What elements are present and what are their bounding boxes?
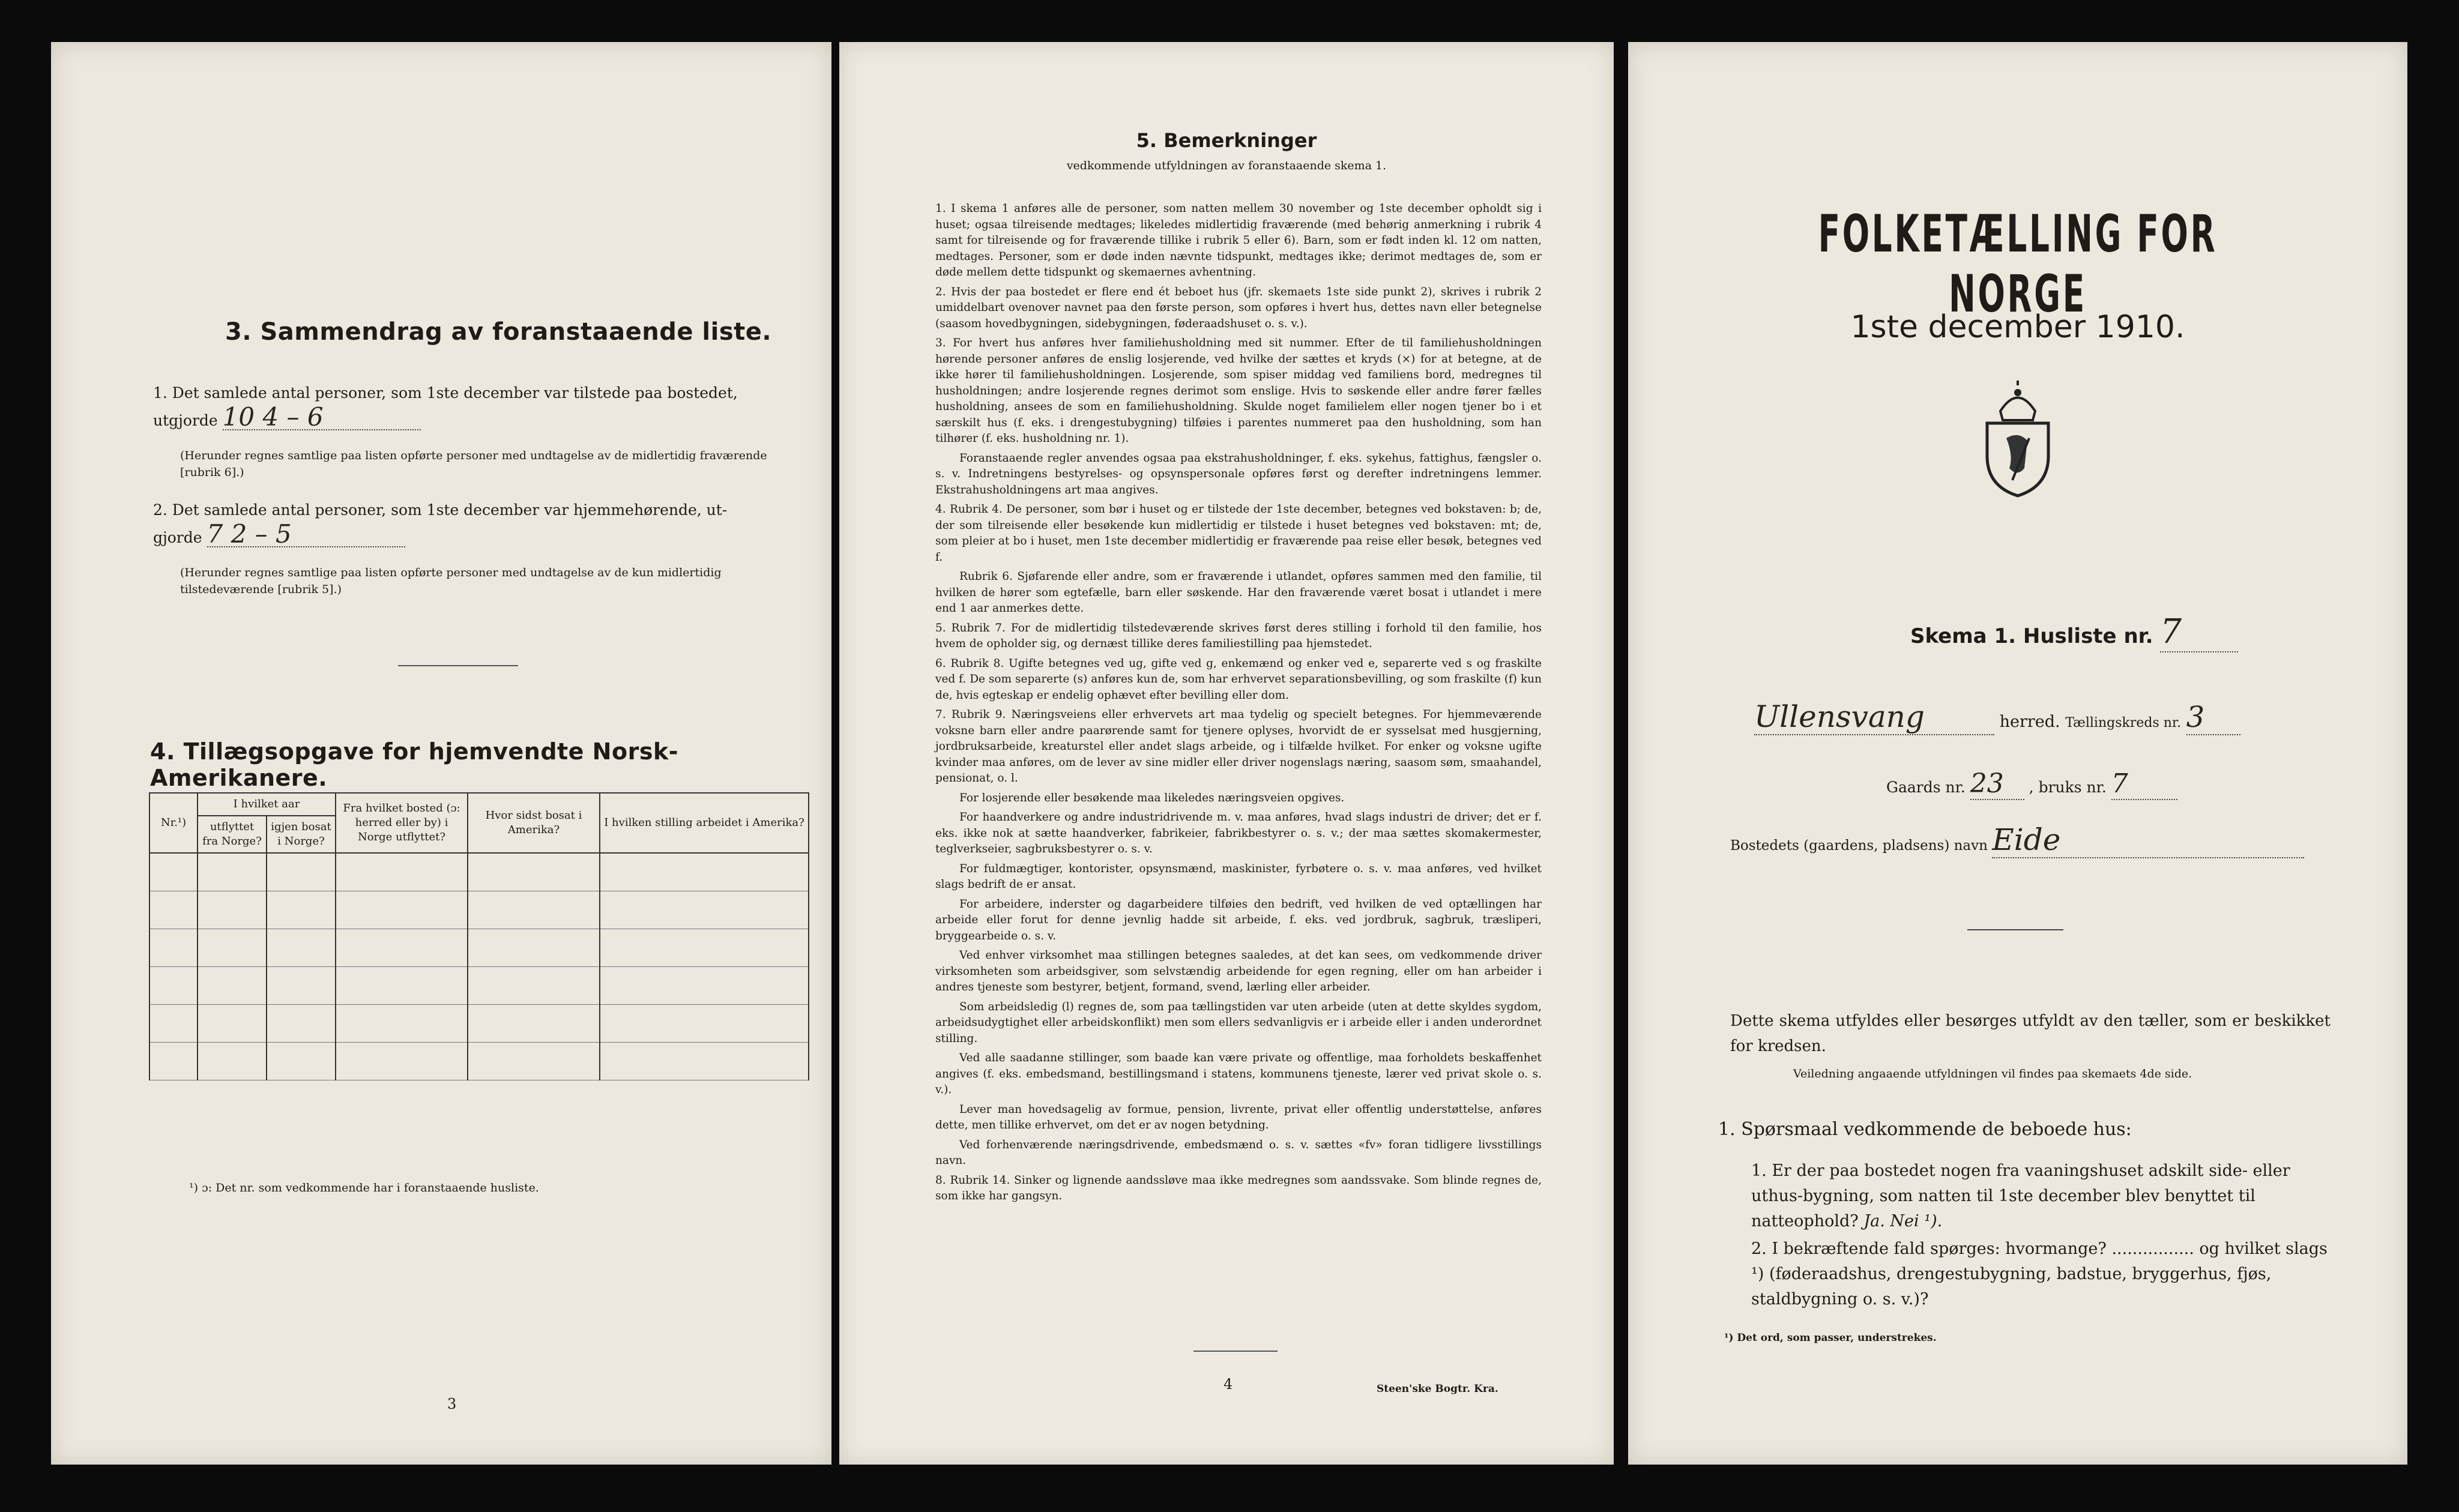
printer-mark: Steen'ske Bogtr. Kra. [1377,1383,1498,1395]
right-footnote: ¹) Det ord, som passer, understrekes. [1724,1332,1937,1344]
veiledning-text: Veiledning angaaende utfyldningen vil findes paa skemaets 4de side. [1793,1067,2192,1080]
bemerkninger-title: 5. Bemerkninger [1136,129,1317,152]
bemerkninger-subtitle: vedkommende utfyldningen av foranstaaende skema 1. [1066,159,1387,172]
remark-item: 4. Rubrik 4. De personer, som bør i huset og er tilstede der 1ste december, betegnes ved bokstaven: b; de, der som tilreisende eller besøkende kun midlertidig er tilstede i huset betegnes ved bokstaven: mt; de, som pleier at bo i huset, men 1ste december midlertidig er fraværende paa reise eller besøk, betegnes ved f. [935,503,1542,564]
remark-item: 8. Rubrik 14. Sinker og lignende aandssløve maa ikke medregnes som aandssvake. Som blinde regnes de, som ikke har gangsyn. [935,1173,1542,1202]
table-row[interactable] [149,929,809,967]
coat-of-arms-icon [1976,378,2059,498]
kreds-value[interactable]: 3 [2186,700,2240,735]
remark-item: Ved alle saadanne stillinger, som baade kan være private og offentlige, maa forholdets beskaffenhet angives (f. eks. embedsmand, bestillingsmand i statens, kommunens tjeneste, lærer ved privat skole o. s. v.). [935,1052,1542,1096]
table-footnote: ¹) ɔ: Det nr. som vedkommende har i foranstaaende husliste. [189,1181,539,1194]
q2-handwritten-value[interactable]: 7 2 – 5 [207,522,405,547]
summary-q1: 1. Det samlede antal personer, som 1ste december var tilstede paa bostedet, utgjorde 10 4 – 6 [153,384,738,432]
table-row[interactable] [149,967,809,1005]
remark-item: 1. I skema 1 anføres alle de personer, som natten mellem 30 november og 1ste december opholdt sig i huset; ogsaa tilreisende medtages; likeledes midlertidig fraværende (med behørig anmerkning i rubrik 4 samt for tilreisende og for fraværende tillike i rubrik 5 eller 6). Barn, som er født inden kl. 12 om natten, medtages. Personer, som er døde inden nævnte tidspunkt, medtages ikke; derimot medtages de, som er døde mellem dette tidspunkt og skemaernes avhentning. [935,202,1542,279]
col-fra-bosted: Fra hvilket bosted (ɔ: herred eller by) i Norge utflyttet? [336,793,468,853]
remark-item: For haandverkere og andre industridrivende m. v. maa anføres, hvad slags industri de driver; det er f. eks. ikke nok at sætte haandverker, fabrikeier, fabrikbestyrer o. s. v.; der maa sættes skomakermester, teglverkseier, sagbruksbestyrer o. s. v. [935,811,1542,855]
question-2: 2. I bekræftende fald spørges: hvormange? ................ og hvilket slags ¹) (føderaadshus, drengestubygning, badstue, bryggerhus, fjøs, staldbygning o. s. v.)? [1751,1239,2328,1309]
q1-answer-options[interactable]: Ja. Nei ¹). [1863,1212,1943,1230]
skema-heading: Skema 1. Husliste nr. 7 [1910,612,2238,652]
gaards-line: Gaards nr. 23 , bruks nr. 7 [1886,768,2177,800]
page-number: 4 [1223,1376,1233,1393]
divider [398,665,518,666]
col-stilling: I hvilken stilling arbeidet i Amerika? [600,793,809,853]
remark-item: For losjerende eller besøkende maa likeledes næringsveien opgives. [959,791,1345,804]
col-utflyttet: utflyttet fra Norge? [198,816,267,853]
remark-item: Som arbeidsledig (l) regnes de, som paa tællingstiden var uten arbeide (uten at dette skyldes sygdom, arbeidsudygtighet eller arbeidskonflikt) men som ellers sedvanligvis er i arbeide eller i anden underordnet stilling. [935,1000,1542,1045]
divider [1193,1351,1278,1352]
col-group-aar: I hvilket aar [198,793,336,816]
q1-handwritten-value[interactable]: 10 4 – 6 [223,405,421,430]
col-nr: Nr.¹) [149,793,198,853]
table-row[interactable] [149,891,809,929]
remark-item: 5. Rubrik 7. For de midlertidig tilstedeværende skrives først deres stilling i forhold til den familie, hos hvem de opholder sig, og dernæst tillike deres familiestilling paa hjemstedet. [935,621,1542,650]
remark-item: Foranstaaende regler anvendes ogsaa paa ekstrahusholdninger, f. eks. sykehus, fattighus, fængsler o. s. v. Indretningens bestyrelses- og opsynspersonale opføres først og derefter indretningens lemmer. Ekstrahusholdningens art maa angives. [935,451,1542,496]
husliste-nr-value[interactable]: 7 [2160,612,2238,652]
question-1: 1. Er der paa bostedet nogen fra vaaningshuset adskilt side- eller uthus-bygning, som natten til 1ste december blev benyttet til natteophold? Ja. Nei ¹). [1751,1161,2290,1230]
table-row[interactable] [149,853,809,891]
remark-item: 6. Rubrik 8. Ugifte betegnes ved ug, gifte ved g, enkemænd og enker ved e, separerte ved s og fraskilte ved f. De som separerte (s) anføres kun de, som har erhvervet separationsbevilling, og som fraskilte (f) kun de, hvis egteskap er endelig ophævet efter bevilling eller dom. [935,657,1542,702]
bosted-line: Bostedets (gaardens, pladsens) navn Eide [1730,822,2304,858]
remark-item: Ved forhenværende næringsdrivende, embedsmænd o. s. v. sættes «fv» foran tidligere livsstillings navn. [935,1138,1542,1167]
remark-item: Rubrik 6. Sjøfarende eller andre, som er fraværende i utlandet, opføres sammen med den familie, til hvilken de hører som egtefælle, barn eller søskende. Har den fraværende været bosat i utlandet i mere end 1 aar anmerkes dette. [935,570,1542,615]
remark-item: Ved enhver virksomhet maa stillingen betegnes saaledes, at det kan sees, om vedkommende driver virksomheten som arbeidsgiver, som selvstændig arbeidende for egen regning, eller om han arbeider i andres tjeneste som bestyrer, betjent, formand, svend, lærling eller arbeider. [935,949,1542,993]
instruction-text: Dette skema utfyldes eller besørges utfyldt av den tæller, som er beskikket for kredsen. [1730,1012,2331,1055]
q2-note: (Herunder regnes samtlige paa listen opførte personer med undtagelse av de kun midlertidig tilstedeværende [rubrik 5].) [180,566,722,596]
bosted-value[interactable]: Eide [1992,822,2304,858]
summary-q2: 2. Det samlede antal personer, som 1ste december var hjemmehørende, ut- gjorde 7 2 – 5 [153,501,728,549]
remark-item: Lever man hovedsagelig av formue, pension, livrente, privat eller offentlig understøttelse, anføres dette, men tillike erhvervet, om det er av nogen betydning. [935,1103,1542,1131]
norsk-amerikanere-table [149,792,809,1080]
ornament-divider [1967,929,2063,930]
section-3-title: 3. Sammendrag av foranstaaende liste. [225,318,772,346]
gaards-value[interactable]: 23 [1970,768,2024,800]
col-igjen-bosat: igjen bosat i Norge? [267,816,336,853]
remark-item: 7. Rubrik 9. Næringsveiens eller erhvervets art maa tydelig og specielt betegnes. For hjemmeværende voksne barn eller andre paarørende samt for tjenere oplyses, hvorvidt de er sysselsat med husgjerning, jordbruksarbeide, kreaturstel eller andet slags arbeide, og i tilfælde hvilket. For enker og voksne ugifte kvinder maa anføres, om de lever av sine midler eller driver nogenslags næring, saasom søm, smaahandel, pensionat, o. l. [935,708,1542,785]
page-4 [839,42,1614,1465]
remark-item: For arbeidere, inderster og dagarbeidere tilføies den bedrift, ved hvilken de ved optællingen har arbeide eller forut for denne jevnlig hadde sit arbeide, f. eks. ved jordbruk, sagbruk, træsliperi, bryggearbeide o. s. v. [935,897,1542,942]
section-1-title: 1. Spørsmaal vedkommende de beboede hus: [1718,1119,2132,1140]
remark-item: 2. Hvis der paa bostedet er flere end ét beboet hus (jfr. skemaets 1ste side punkt 2), skrives i rubrik 2 umiddelbart ovenover navnet paa den første person, som opføres i hvert hus, dettes navn eller betegnelse (saasom hovedbygningen, sidebygningen, føderaadshuset o. s. v.). [935,285,1542,330]
page-1 [1628,42,2407,1465]
herred-value[interactable]: Ullensvang [1754,699,1994,735]
table-row[interactable] [149,1005,809,1043]
page-3 [51,42,831,1465]
herred-line: Ullensvang herred. Tællingskreds nr. 3 [1754,699,2240,735]
bruks-value[interactable]: 7 [2111,768,2177,800]
page-number: 3 [447,1396,457,1412]
census-date: 1ste december 1910. [1850,309,2185,345]
bemerkninger-list [935,201,1542,1208]
q1-note: (Herunder regnes samtlige paa listen opførte personer med undtagelse av de midlertidig fraværende [rubrik 6].) [180,449,767,479]
remark-item: For fuldmægtiger, kontorister, opsynsmænd, maskinister, fyrbøtere o. s. v. maa anføres, ved hvilket slags bedrift de er ansat. [935,862,1542,891]
remark-item: 3. For hvert hus anføres hver familiehusholdning med sit nummer. Efter de til familiehusholdningen hørende personer anføres de enslig losjerende, ved hvilke der sættes et kryds (×) for at betegne, at de ikke hører til familiehusholdningen. Losjerende, som spiser middag ved familiens bord, medregnes til husholdningen; andre losjerende regnes derimot som enslige. Hvis to søskende eller andre fører fælles husholdning, ansees de som en familiehusholdning. Skulde noget familielem eller nogen tjener bo i et særskilt hus (f. eks. i drengestubygning) tilføies i parentes nummeret paa den husholdning, som han tilhører (f. eks. husholdning nr. 1). [935,337,1542,445]
col-hvor-bosat: Hvor sidst bosat i Amerika? [468,793,600,853]
census-title: FOLKETÆLLING FOR NORGE [1818,204,2218,324]
section-4-title: 4. Tillægsopgave for hjemvendte Norsk-Amerikanere. [150,738,678,791]
table-row[interactable] [149,1043,809,1080]
